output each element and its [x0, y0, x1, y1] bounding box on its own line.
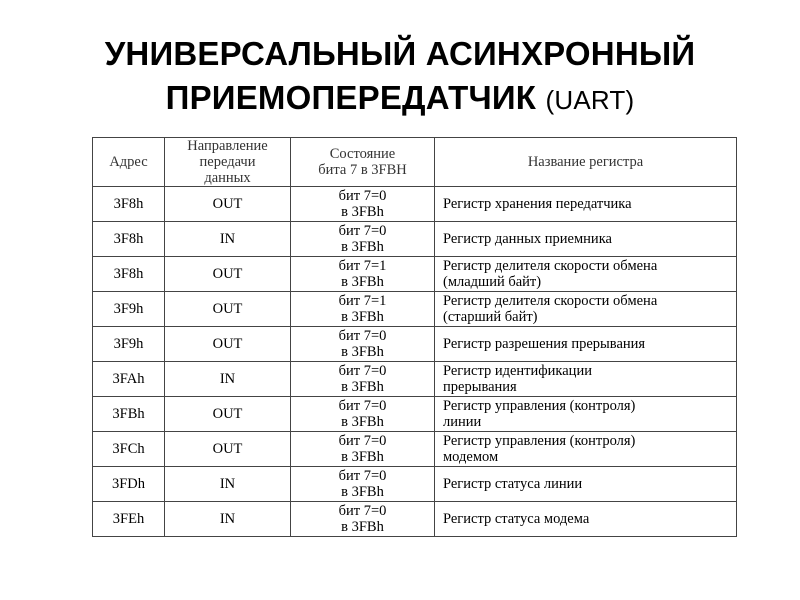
- title-line-2: [0, 76, 800, 122]
- cell-address: 3F8h: [93, 222, 165, 257]
- cell-register-name: Регистр управления (контроля) линии: [435, 397, 737, 432]
- cell-register-name: Регистр статуса модема: [435, 502, 737, 537]
- cell-direction: IN: [165, 362, 291, 397]
- cell-bit-state: бит 7=0 в 3FBh: [291, 502, 435, 537]
- cell-register-name: Регистр управления (контроля) модемом: [435, 432, 737, 467]
- cell-bit-state: бит 7=0 в 3FBh: [291, 397, 435, 432]
- cell-address: 3FDh: [93, 467, 165, 502]
- cell-address: 3F8h: [93, 187, 165, 222]
- cell-address: 3FBh: [93, 397, 165, 432]
- table-row: [93, 187, 737, 222]
- cell-direction: OUT: [165, 292, 291, 327]
- cell-register-name: Регистр данных приемника: [435, 222, 737, 257]
- table-row: [93, 467, 737, 502]
- cell-address: 3FAh: [93, 362, 165, 397]
- title-line-1: УНИВЕРСАЛЬНЫЙ АСИНХРОННЫЙ: [104, 35, 696, 72]
- cell-direction: OUT: [165, 257, 291, 292]
- table-row: [93, 222, 737, 257]
- cell-direction: IN: [165, 222, 291, 257]
- title-line-2-main: ПРИЕМОПЕРЕДАТЧИК: [165, 79, 537, 116]
- cell-direction: OUT: [165, 432, 291, 467]
- cell-register-name: Регистр хранения передатчика: [435, 187, 737, 222]
- cell-address: 3FEh: [93, 502, 165, 537]
- header-register-name: Название регистра: [435, 138, 737, 187]
- header-direction: Направление передачи данных: [165, 138, 291, 187]
- table-row: [93, 327, 737, 362]
- cell-bit-state: бит 7=0 в 3FBh: [291, 467, 435, 502]
- cell-bit-state: бит 7=0 в 3FBh: [291, 222, 435, 257]
- cell-address: 3F8h: [93, 257, 165, 292]
- cell-direction: OUT: [165, 187, 291, 222]
- cell-bit-state: бит 7=1 в 3FBh: [291, 257, 435, 292]
- header-bit-state: Состояние бита 7 в 3FBH: [291, 138, 435, 187]
- title-line-2-suffix: (UART): [545, 85, 635, 115]
- cell-register-name: Регистр идентификации прерывания: [435, 362, 737, 397]
- table-header-row: [93, 138, 737, 187]
- table-row: [93, 362, 737, 397]
- cell-address: 3F9h: [93, 292, 165, 327]
- cell-bit-state: бит 7=0 в 3FBh: [291, 362, 435, 397]
- table-row: [93, 257, 737, 292]
- cell-address: 3FCh: [93, 432, 165, 467]
- cell-register-name: Регистр делителя скорости обмена (старший байт): [435, 292, 737, 327]
- cell-register-name: Регистр разрешения прерывания: [435, 327, 737, 362]
- cell-direction: IN: [165, 502, 291, 537]
- table-row: [93, 397, 737, 432]
- cell-address: 3F9h: [93, 327, 165, 362]
- cell-bit-state: бит 7=1 в 3FBh: [291, 292, 435, 327]
- cell-bit-state: бит 7=0 в 3FBh: [291, 432, 435, 467]
- cell-bit-state: бит 7=0 в 3FBh: [291, 187, 435, 222]
- cell-register-name: Регистр делителя скорости обмена (младший байт): [435, 257, 737, 292]
- cell-direction: OUT: [165, 397, 291, 432]
- cell-direction: IN: [165, 467, 291, 502]
- table-row: [93, 292, 737, 327]
- cell-bit-state: бит 7=0 в 3FBh: [291, 327, 435, 362]
- table-row: [93, 432, 737, 467]
- cell-register-name: Регистр статуса линии: [435, 467, 737, 502]
- table-row: [93, 502, 737, 537]
- uart-register-table: [92, 137, 737, 537]
- header-address: Адрес: [93, 138, 165, 187]
- slide-title: [0, 32, 800, 122]
- cell-direction: OUT: [165, 327, 291, 362]
